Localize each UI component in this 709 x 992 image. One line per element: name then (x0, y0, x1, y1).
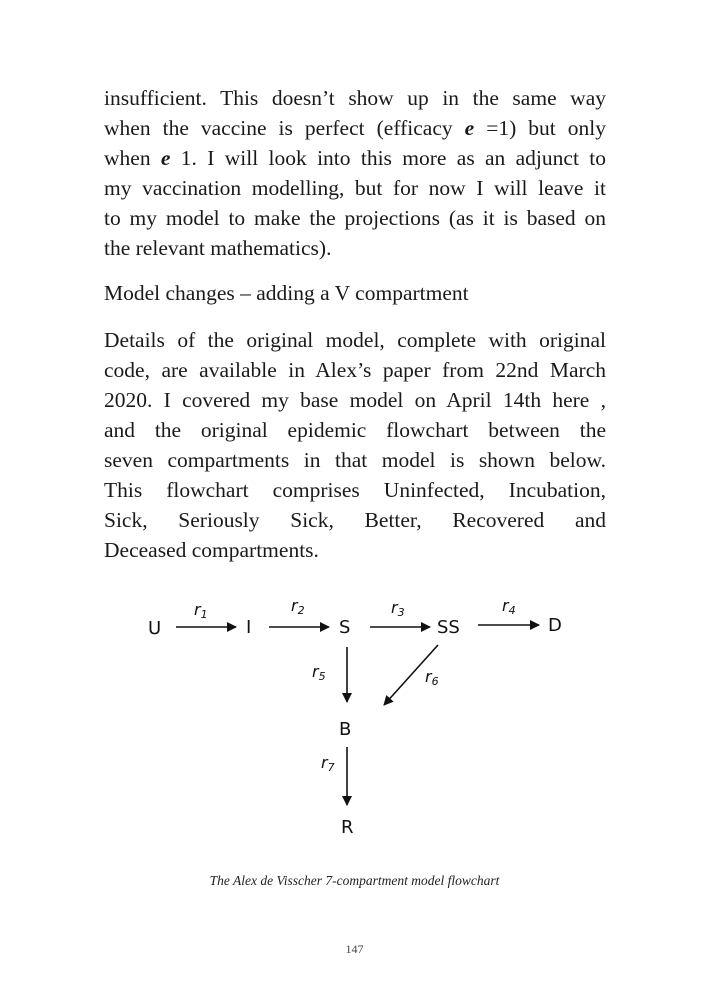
text-line: seven compartments in that model is shown below. (104, 448, 606, 472)
text-line: Sick, Seriously Sick, Better, Recovered and (104, 508, 606, 532)
text-line: insufficient. This doesn’t show up in the same way (104, 86, 606, 110)
text-line: 2020. I covered my base model on April 14th here , (104, 388, 606, 412)
text-line: Details of the original model, complete with original (104, 328, 606, 352)
text-segment: when (104, 146, 161, 170)
node-r: R (341, 817, 354, 838)
paragraph-details (104, 325, 606, 565)
rate-label-r1: r1 (194, 600, 208, 621)
rate-label-r2: r2 (291, 596, 305, 617)
text-segment: 1. I will look into this more as an adjunct to (170, 146, 606, 170)
text-line: code, are available in Alex’s paper from 22nd March (104, 358, 606, 382)
node-s: S (339, 617, 351, 638)
text-line: and the original epidemic flowchart between the (104, 418, 606, 442)
text-line (104, 113, 606, 143)
efficacy-symbol: e (464, 116, 475, 140)
section-heading: Model changes – adding a V compartment (104, 281, 469, 305)
node-b: B (339, 719, 352, 740)
rate-label-r7: r7 (321, 753, 335, 774)
compartment-flowchart (0, 585, 709, 845)
node-i: I (246, 617, 252, 638)
text-line: to my model to make the projections (as it is based on (104, 206, 606, 230)
rate-label-r3: r3 (391, 598, 405, 619)
paragraph-insufficient (104, 83, 606, 263)
text-line: This flowchart comprises Uninfected, Incubation, (104, 478, 606, 502)
text-segment: =1) but only (486, 116, 607, 140)
rate-label-r5: r5 (312, 662, 326, 683)
text-line: Deceased compartments. (104, 538, 319, 562)
page-number: 147 (345, 942, 364, 956)
text-line (104, 143, 606, 173)
text-line: the relevant mathematics). (104, 236, 332, 260)
node-ss: SS (437, 617, 460, 638)
text-segment: when the vaccine is perfect (efficacy (104, 116, 465, 140)
node-d: D (548, 615, 562, 636)
node-u: U (148, 618, 162, 639)
rate-label-r6: r6 (425, 667, 439, 688)
text-line: my vaccination modelling, but for now I will leave it (104, 176, 606, 200)
rate-label-r4: r4 (502, 596, 516, 617)
efficacy-symbol: e (160, 146, 171, 170)
figure-caption: The Alex de Visscher 7-compartment model flowchart (209, 873, 500, 888)
